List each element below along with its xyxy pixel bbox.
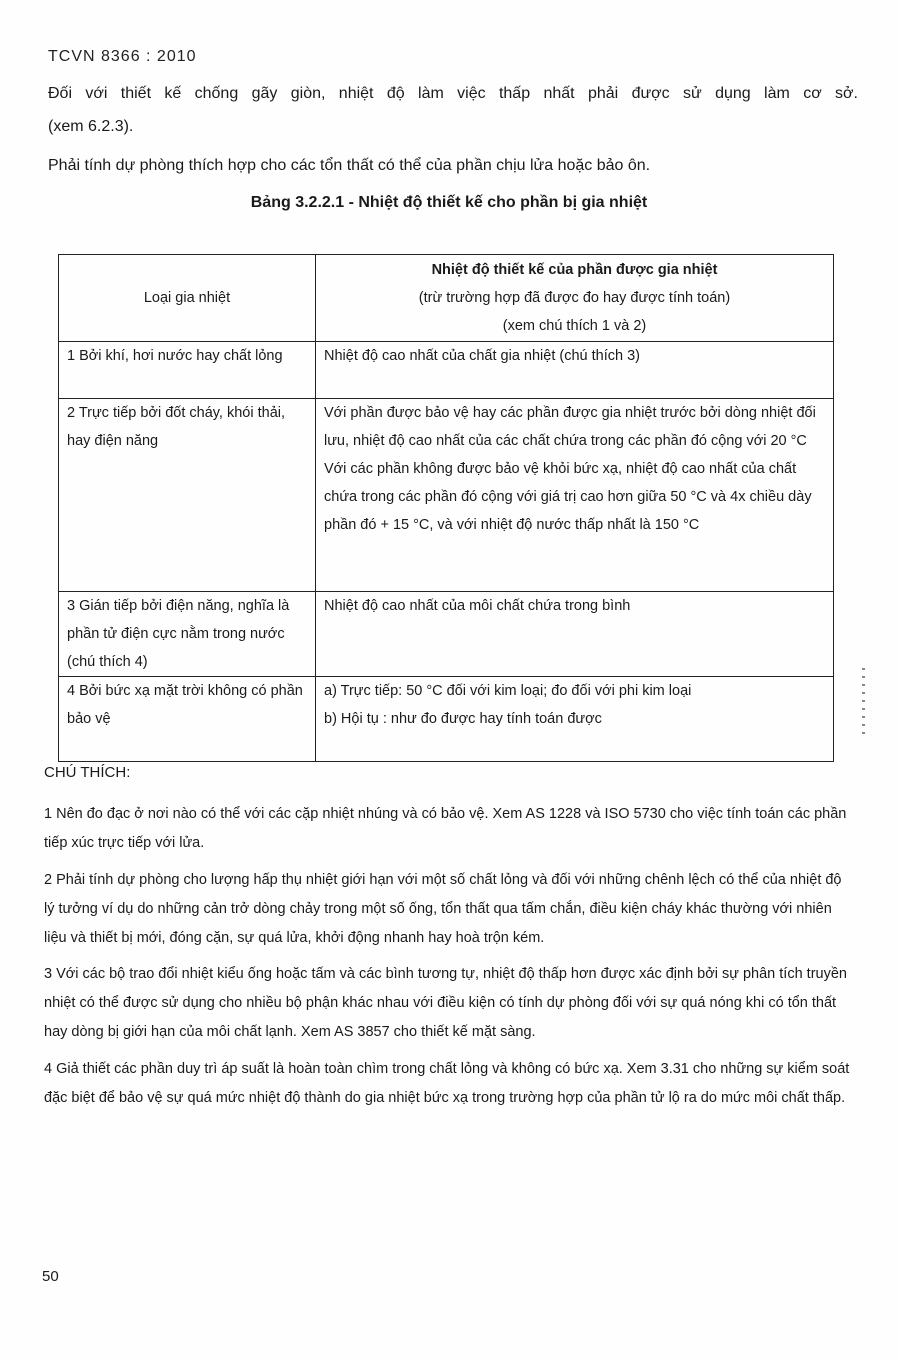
col-header-line-1: Nhiệt độ thiết kế của phần được gia nhiệt [431, 262, 718, 278]
heating-type-cell: 4 Bởi bức xạ mặt trời không có phần bảo vệ [59, 677, 316, 762]
note-4: 4 Giả thiết các phần duy trì áp suất là hoàn toàn chìm trong chất lỏng và không có bức xạ. Xem 3.31 cho những sự kiểm soát đặc biệt để bảo vệ sự quá mức nhiệt độ thành do gia nhiệt bức xạ trong trường hợp của phần tử lộ ra do mức môi chất thấp. [44, 1061, 850, 1106]
table-row [59, 342, 834, 399]
design-temp-text: b) Hội tụ : như đo được hay tính toán được [324, 711, 602, 727]
design-temp-cell [316, 342, 834, 399]
design-temp-cell [316, 677, 834, 762]
note-2: 2 Phải tính dự phòng cho lượng hấp thụ nhiệt giới hạn với một số chất lỏng và đối với những chênh lệch có thể của nhiệt độ lý tưởng ví dụ do những cản trở dòng chảy trong một số ống, tổn thất qua tấm chắn, điều kiện cháy khác thường với nhiên liệu và thiết bị mới, đóng cặn, sự quá lửa, khởi động nhanh hay hoà trộn kém. [44, 872, 842, 946]
design-temp-text: Nhiệt độ cao nhất của môi chất chứa trong bình [324, 598, 631, 614]
table-row [59, 399, 834, 592]
intro-paragraph-1: Đối với thiết kế chống gãy giòn, nhiệt độ làm việc thấp nhất phải được sử dụng làm cơ sở. [48, 85, 858, 102]
note-3: 3 Với các bộ trao đổi nhiệt kiểu ống hoặc tấm và các bình tương tự, nhiệt độ thấp hơn được xác định bởi sự phân tích truyền nhiệt có thể được sử dụng cho nhiều bộ phận khác nhau với điều kiện có tính dự phòng đối với sự quá nóng khi có tổn thất hay dòng bị giới hạn của môi chất lạnh. Xem AS 3857 cho thiết kế mặt sàng. [44, 966, 847, 1040]
col-header-design-temp [316, 255, 834, 342]
note-1: 1 Nên đo đạc ở nơi nào có thể với các cặp nhiệt nhúng và có bảo vệ. Xem AS 1228 và ISO 5730 cho việc tính toán các phần tiếp xúc trực tiếp với lửa. [44, 806, 847, 851]
design-temp-cell [316, 592, 834, 677]
table-caption: Bảng 3.2.2.1 - Nhiệt độ thiết kế cho phần bị gia nhiệt [250, 194, 648, 211]
heating-type-cell: 3 Gián tiếp bởi điện năng, nghĩa là phần tử điện cực nằm trong nước (chú thích 4) [59, 592, 316, 677]
heating-type-cell: 1 Bởi khí, hơi nước hay chất lỏng [59, 342, 316, 399]
design-temp-cell [316, 399, 834, 592]
notes-title: CHÚ THÍCH: [44, 764, 131, 781]
intro-paragraph-1-ref: (xem 6.2.3). [48, 118, 134, 135]
page-number: 50 [42, 1268, 59, 1285]
design-temperature-table [58, 254, 834, 762]
standard-code: TCVN 8366 : 2010 [48, 48, 197, 65]
table-row [59, 592, 834, 677]
design-temp-text: Với các phần không được bảo vệ khỏi bức xạ, nhiệt độ cao nhất của chất chứa trong các phần đó cộng với giá trị cao hơn giữa 50 °C và 4x chiều dày phần đó + 15 °C, và với nhiệt độ nước thấp nhất là 150 °C [324, 461, 812, 533]
table-header-row [59, 255, 834, 342]
design-temp-text: a) Trực tiếp: 50 °C đối với kim loại; đo đối với phi kim loại [324, 683, 692, 699]
design-temp-text: Nhiệt độ cao nhất của chất gia nhiệt (chú thích 3) [324, 348, 640, 364]
intro-paragraph-2: Phải tính dự phòng thích hợp cho các tổn thất có thể của phần chịu lửa hoặc bảo ôn. [48, 157, 651, 174]
col-header-heating-type: Loại gia nhiệt [59, 255, 316, 342]
col-header-line-3: (xem chú thích 1 và 2) [502, 318, 647, 334]
scan-edge-mark [862, 668, 865, 740]
heating-type-cell: 2 Trực tiếp bởi đốt cháy, khói thải, hay điện năng [59, 399, 316, 592]
table-row [59, 677, 834, 762]
col-header-line-2: (trừ trường hợp đã được đo hay được tính toán) [418, 290, 731, 306]
design-temp-text: Với phần được bảo vệ hay các phần được gia nhiệt trước bởi dòng nhiệt đối lưu, nhiệt độ cao nhất của các chất chứa trong các phần đó cộng với 20 °C [324, 405, 816, 449]
